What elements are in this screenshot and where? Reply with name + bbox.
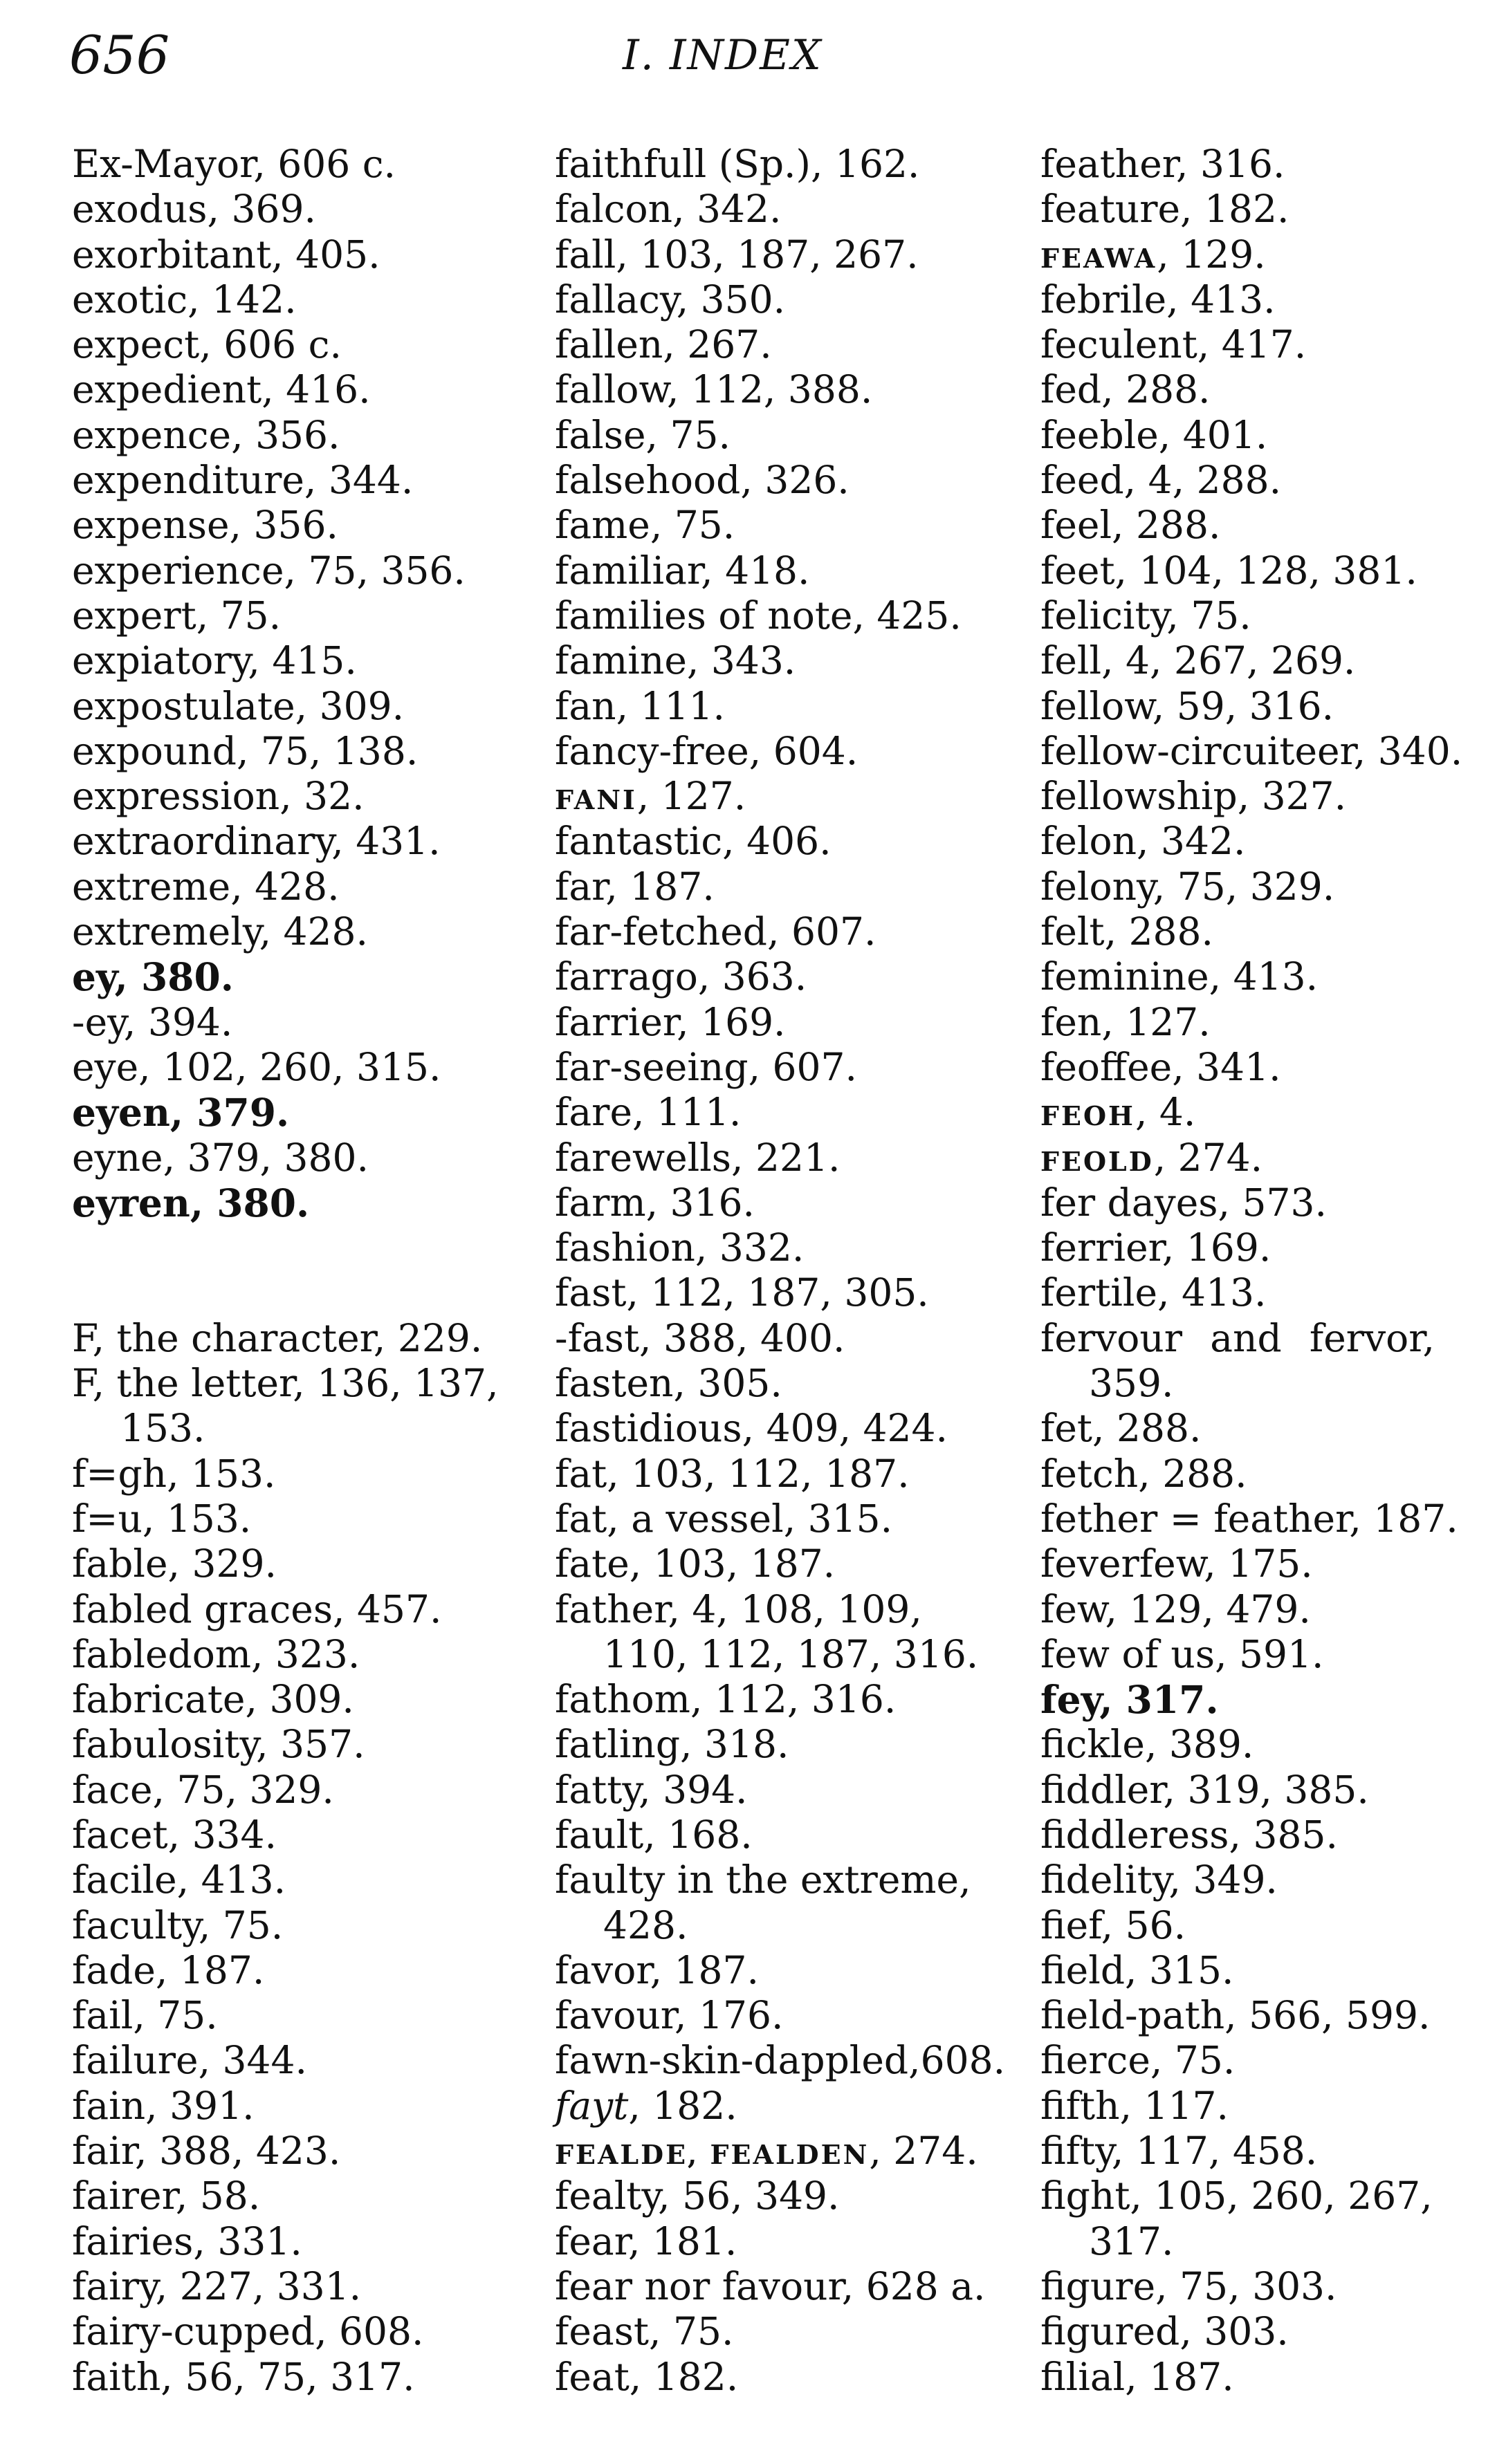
index-entry: filial, 187.	[1040, 2354, 1234, 2399]
index-entry: expedient, 416.	[72, 367, 371, 412]
index-entry: feeble, 401.	[1040, 412, 1268, 457]
index-entry: expense, 356.	[72, 503, 338, 548]
index-entry: fate, 103, 187.	[555, 1541, 836, 1586]
index-entry: 317.	[1089, 2218, 1174, 2263]
index-entry: fer dayes, 573.	[1040, 1180, 1327, 1225]
index-entry: falsehood, 326.	[555, 458, 850, 503]
index-entry: false, 75.	[555, 412, 731, 457]
index-entry: 428.	[603, 1902, 688, 1947]
index-entry: fault, 168.	[555, 1812, 753, 1857]
index-entry: fashion, 332.	[555, 1225, 805, 1270]
index-entry: fief, 56.	[1040, 1902, 1186, 1947]
small-caps-headword: FEOH	[1040, 1100, 1135, 1132]
index-entry	[555, 2129, 1005, 2174]
page-refs: , 274.	[869, 2129, 978, 2174]
index-entry-word: fervor,	[1309, 1315, 1435, 1360]
index-entry: faulty in the extreme,	[555, 1858, 971, 1902]
small-caps-headword: FEOLD	[1040, 1145, 1154, 1177]
index-entry: 359.	[1089, 1361, 1174, 1406]
index-entry: feet, 104, 128, 381.	[1040, 548, 1417, 593]
index-entry: field-path, 566, 599.	[1040, 1993, 1431, 2038]
index-entry: felt, 288.	[1040, 909, 1214, 954]
index-entry: fable, 329.	[72, 1541, 277, 1586]
index-entry: fairy, 227, 331.	[72, 2263, 362, 2308]
index-entry: fall, 103, 187, 267.	[555, 232, 919, 277]
index-entry: fellow-circuiteer, 340.	[1040, 728, 1463, 773]
index-entry: fabledom, 323.	[72, 1631, 360, 1676]
index-entry: fear, 181.	[555, 2218, 737, 2263]
italic-headword: fayt	[555, 2083, 629, 2128]
index-entry: feature, 182.	[1040, 187, 1289, 232]
index-entry: F, the letter, 136, 137,	[72, 1361, 499, 1406]
index-entry: exotic, 142.	[72, 277, 297, 322]
index-entry: families of note, 425.	[555, 593, 962, 638]
index-entry: expostulate, 309.	[72, 683, 405, 728]
page-refs: , 274.	[1153, 1135, 1263, 1180]
index-entry: fiddleress, 385.	[1040, 1812, 1338, 1857]
index-entry: fawn-skin-dappled,608.	[555, 2038, 1006, 2083]
index-entry: fey, 317.	[1040, 1677, 1219, 1723]
index-entry: far-seeing, 607.	[555, 1044, 857, 1089]
index-entry: fairer, 58.	[72, 2174, 261, 2218]
small-caps-headword: FEAWA	[1040, 242, 1157, 274]
page-refs: , 127.	[636, 774, 746, 819]
index-entry: fan, 111.	[555, 683, 725, 728]
index-entry: 153.	[120, 1406, 205, 1451]
index-entry	[1040, 1316, 1435, 1361]
index-entry: 110, 112, 187, 316.	[603, 1631, 979, 1676]
index-entry: fat, 103, 112, 187.	[555, 1451, 910, 1496]
page-refs: , 129.	[1157, 232, 1266, 277]
running-head: I. INDEX	[623, 31, 823, 80]
index-entry: fear nor favour, 628 a.	[555, 2263, 986, 2308]
index-entry: fertile, 413.	[1040, 1270, 1267, 1315]
index-entry: fabulosity, 357.	[72, 1722, 365, 1767]
index-entry: feoffee, 341.	[1040, 1044, 1281, 1089]
index-entry: fellow, 59, 316.	[1040, 683, 1334, 728]
index-entry: fade, 187.	[72, 1947, 265, 1992]
index-entry: febrile, 413.	[1040, 277, 1276, 322]
index-entry: figure, 75, 303.	[1040, 2263, 1337, 2308]
index-entry: fair, 388, 423.	[72, 2129, 341, 2174]
index-entry: eyne, 379, 380.	[72, 1135, 369, 1180]
index-entry: fight, 105, 260, 267,	[1040, 2174, 1433, 2218]
index-column-1	[72, 142, 499, 2400]
index-entry: fiddler, 319, 385.	[1040, 1767, 1369, 1812]
index-entry: extremely, 428.	[72, 909, 368, 954]
index-entry: fatling, 318.	[555, 1722, 789, 1767]
index-entry: fabled graces, 457.	[72, 1586, 442, 1631]
index-entry: failure, 344.	[72, 2038, 308, 2083]
index-entry: fastidious, 409, 424.	[555, 1406, 948, 1451]
index-entry	[555, 2084, 1005, 2129]
index-entry: felony, 75, 329.	[1040, 864, 1335, 909]
index-entry: fairies, 331.	[72, 2218, 302, 2263]
index-entry: faith, 56, 75, 317.	[72, 2354, 415, 2399]
index-entry-word: fervour	[1040, 1315, 1183, 1360]
index-entry: Ex-Mayor, 606 c.	[72, 142, 396, 186]
index-entry: farm, 316.	[555, 1180, 755, 1225]
index-entry: facet, 334.	[72, 1812, 277, 1857]
index-entry: expound, 75, 138.	[72, 728, 419, 773]
index-entry: far, 187.	[555, 864, 715, 909]
index-entry: farewells, 221.	[555, 1135, 841, 1180]
index-entry	[555, 774, 1005, 819]
page-refs: , 4.	[1135, 1090, 1196, 1135]
index-entry: faithfull (Sp.), 162.	[555, 142, 920, 186]
index-entry: ferrier, 169.	[1040, 1225, 1271, 1270]
index-entry: few of us, 591.	[1040, 1631, 1324, 1676]
index-entry: exorbitant, 405.	[72, 232, 380, 277]
index-entry: few, 129, 479.	[1040, 1586, 1311, 1631]
index-entry: fame, 75.	[555, 503, 735, 548]
index-entry: favor, 187.	[555, 1947, 760, 1992]
index-entry: feed, 4, 288.	[1040, 458, 1282, 503]
index-entry: eyren, 380.	[72, 1180, 310, 1225]
index-entry: fail, 75.	[72, 1993, 218, 2038]
index-entry: faculty, 75.	[72, 1902, 284, 1947]
index-entry: field, 315.	[1040, 1947, 1234, 1992]
index-entry: fairy-cupped, 608.	[72, 2309, 424, 2354]
index-entry: father, 4, 108, 109,	[555, 1586, 922, 1631]
index-entry: fast, 112, 187, 305.	[555, 1270, 929, 1315]
index-entry: fancy-free, 604.	[555, 728, 858, 773]
index-entry: expression, 32.	[72, 774, 365, 819]
index-entry: feminine, 413.	[1040, 954, 1319, 999]
index-entry: expence, 356.	[72, 412, 340, 457]
index-entry: fealty, 56, 349.	[555, 2174, 840, 2218]
index-entry: falcon, 342.	[555, 187, 782, 232]
index-entry: ey, 380.	[72, 954, 234, 1000]
spacer	[72, 1270, 499, 1315]
index-entry: felon, 342.	[1040, 819, 1246, 864]
index-entry: expiatory, 415.	[72, 638, 357, 683]
index-entry: favour, 176.	[555, 1993, 784, 2038]
index-entry	[1040, 1136, 1462, 1180]
index-entry: fallow, 112, 388.	[555, 367, 873, 412]
index-entry: -fast, 388, 400.	[555, 1315, 845, 1360]
index-entry: fathom, 112, 316.	[555, 1677, 897, 1722]
index-entry: farrier, 169.	[555, 999, 786, 1044]
small-caps-headword: FANI	[555, 784, 637, 816]
index-entry: F, the character, 229.	[72, 1315, 483, 1360]
index-entry: fet, 288.	[1040, 1406, 1202, 1451]
index-entry: extraordinary, 431.	[72, 819, 441, 864]
page-number: 656	[69, 24, 170, 86]
index-entry: face, 75, 329.	[72, 1767, 334, 1812]
index-entry: exodus, 369.	[72, 187, 316, 232]
page-refs: , 182.	[628, 2083, 737, 2128]
index-entry: fain, 391.	[72, 2083, 255, 2128]
index-entry: expenditure, 344.	[72, 458, 414, 503]
index-entry: far-fetched, 607.	[555, 909, 876, 954]
index-entry: farrago, 363.	[555, 954, 807, 999]
index-column-2	[555, 142, 1005, 2400]
index-entry: feast, 75.	[555, 2309, 734, 2354]
index-entry: fabricate, 309.	[72, 1677, 354, 1722]
index-entry: fallacy, 350.	[555, 277, 786, 322]
index-entry: f=u, 153.	[72, 1496, 252, 1541]
index-entry: eyen, 379.	[72, 1090, 290, 1136]
index-entry: fetch, 288.	[1040, 1451, 1247, 1496]
index-entry	[1040, 232, 1462, 277]
index-entry: fether = feather, 187.	[1040, 1496, 1458, 1541]
index-entry: expert, 75.	[72, 593, 282, 638]
index-entry: -ey, 394.	[72, 999, 233, 1044]
index-entry: fickle, 389.	[1040, 1722, 1254, 1767]
index-column-3	[1040, 142, 1462, 2400]
index-entry: feculent, 417.	[1040, 322, 1307, 367]
index-entry: fifty, 117, 458.	[1040, 2129, 1318, 2174]
index-entry: fellowship, 327.	[1040, 774, 1347, 819]
index-entry: eye, 102, 260, 315.	[72, 1044, 441, 1089]
small-caps-headword: FEALDE, FEALDEN	[555, 2139, 870, 2171]
index-entry: facile, 413.	[72, 1858, 286, 1902]
index-entry: feat, 182.	[555, 2354, 739, 2399]
index-entry: fallen, 267.	[555, 322, 772, 367]
index-entry: fifth, 117.	[1040, 2083, 1229, 2128]
index-entry: fare, 111.	[555, 1090, 742, 1135]
index-entry: fasten, 305.	[555, 1361, 782, 1406]
index-entry: fat, a vessel, 315.	[555, 1496, 893, 1541]
index-entry: extreme, 428.	[72, 864, 340, 909]
index-entry: fed, 288.	[1040, 367, 1211, 412]
index-entry: fierce, 75.	[1040, 2038, 1236, 2083]
spacer	[72, 1225, 499, 1270]
index-entry: famine, 343.	[555, 638, 796, 683]
index-entry: f=gh, 153.	[72, 1451, 276, 1496]
index-entry: figured, 303.	[1040, 2309, 1289, 2354]
index-entry: fell, 4, 267, 269.	[1040, 638, 1356, 683]
index-entry: fatty, 394.	[555, 1767, 748, 1812]
index-entry: experience, 75, 356.	[72, 548, 466, 593]
index-entry: expect, 606 c.	[72, 322, 342, 367]
index-entry: familiar, 418.	[555, 548, 810, 593]
index-entry: fidelity, 349.	[1040, 1858, 1278, 1902]
index-entry: feverfew, 175.	[1040, 1541, 1313, 1586]
index-entry: feel, 288.	[1040, 503, 1221, 548]
index-entry: feather, 316.	[1040, 142, 1285, 186]
index-entry	[1040, 1090, 1462, 1135]
index-entry: fen, 127.	[1040, 999, 1211, 1044]
index-entry-word: and	[1210, 1315, 1282, 1360]
index-entry: fantastic, 406.	[555, 819, 832, 864]
index-entry: felicity, 75.	[1040, 593, 1251, 638]
